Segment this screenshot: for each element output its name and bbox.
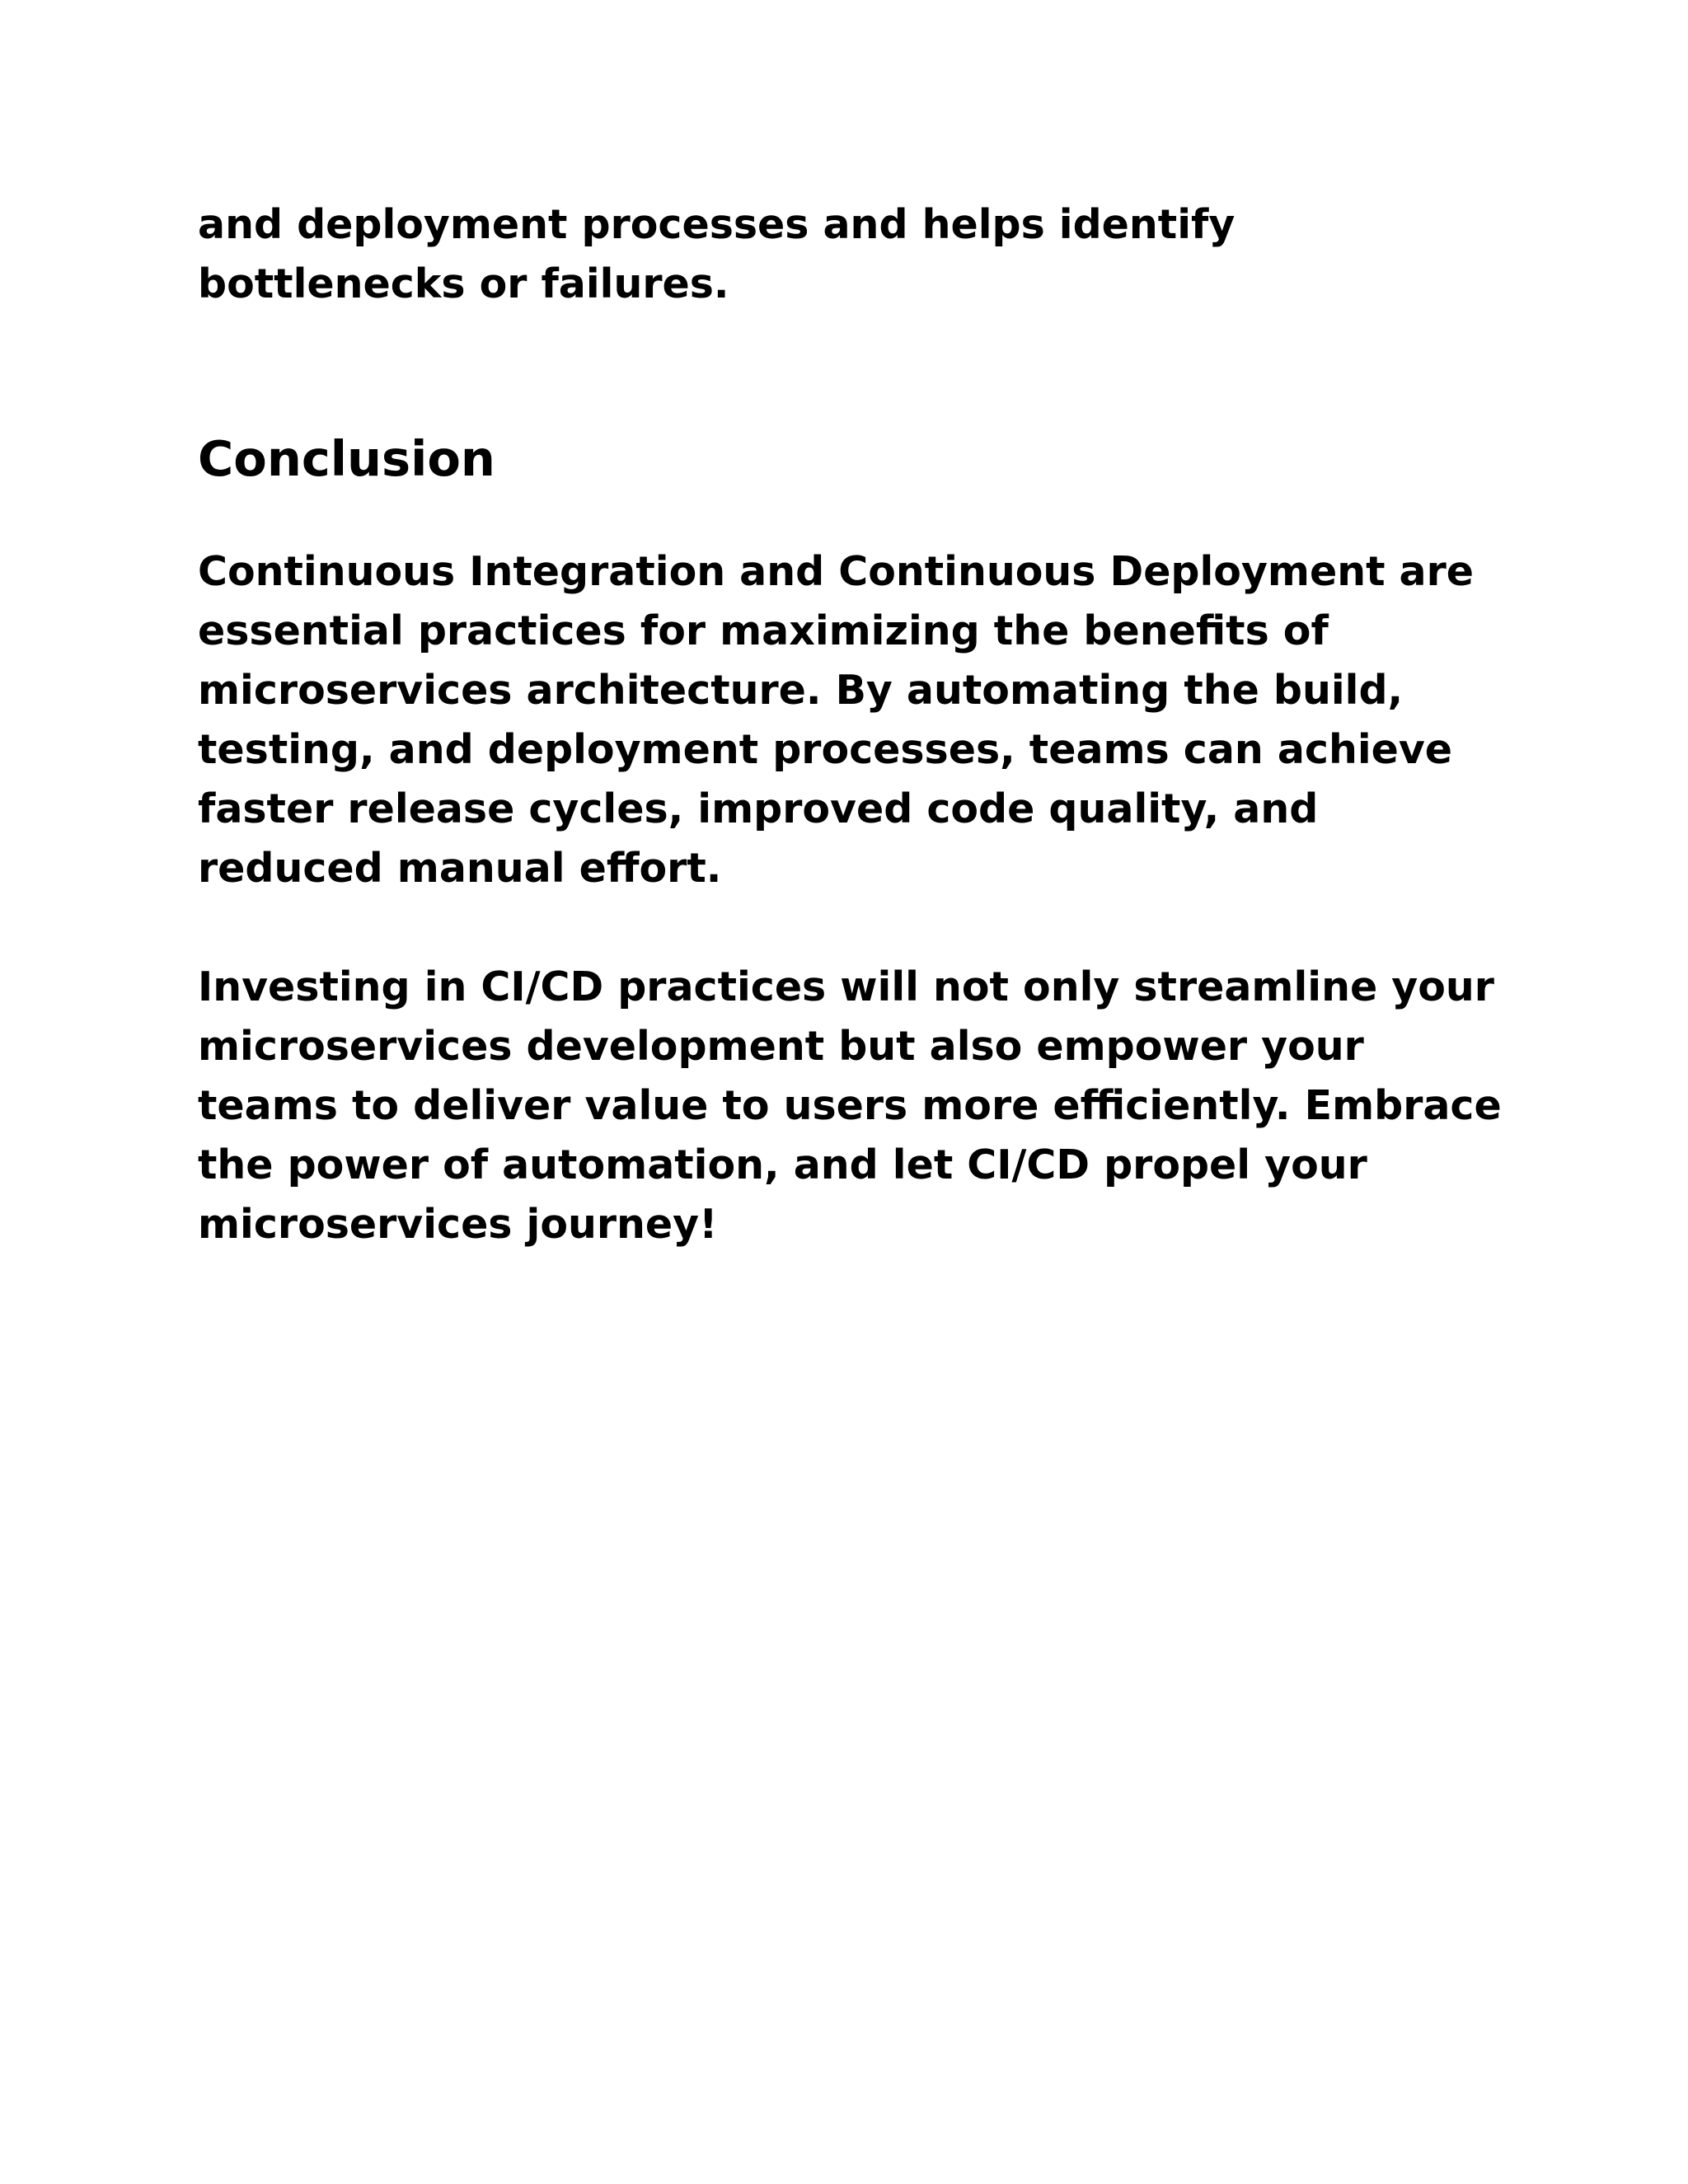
paragraph-spacer	[198, 898, 1508, 958]
page-content	[198, 195, 1508, 1254]
conclusion-paragraph-1: Continuous Integration and Continuous Deployment are essential practices for maximizing the benefits of microservices architecture. By automating the build, testing, and deployment processes, teams can achieve faster release cycles, improved code quality, and reduced manual effort.	[198, 548, 1475, 892]
conclusion-paragraph-2: Investing in CI/CD practices will not only streamline your microservices development but also empower your teams to deliver value to users more efficiently. Embrace the power of automation, and let CI/CD propel your microservices journey!	[198, 963, 1502, 1248]
continued-paragraph: and deployment processes and helps identify bottlenecks or failures.	[198, 201, 1236, 307]
conclusion-heading: Conclusion	[198, 430, 495, 487]
